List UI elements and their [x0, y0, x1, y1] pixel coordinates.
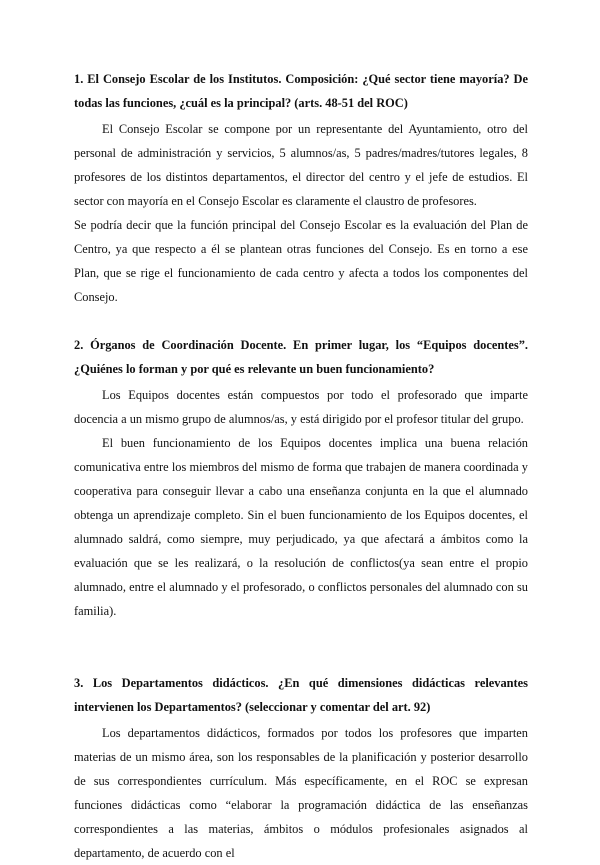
- question-heading: 1. El Consejo Escolar de los Institutos. Composición: ¿Qué sector tiene mayoría? De todas las funciones, ¿cuál es la principal? (arts. 48-51 del ROC): [74, 72, 528, 110]
- section-equipos-docentes: [74, 333, 528, 623]
- paragraph: Se podría decir que la función principal del Consejo Escolar es la evaluación del Plan de Centro, ya que respecto a él se plantean otras funciones del Consejo. Es en torno a ese Plan, que se rige el funcionamiento de cada centro y afecta a todos los componentes del Consejo.: [74, 218, 528, 304]
- section-consejo-escolar: [74, 67, 528, 309]
- section-departamentos-didacticos: [74, 671, 528, 865]
- paragraph: El Consejo Escolar se compone por un representante del Ayuntamiento, otro del personal de administración y servicios, 5 alumnos/as, 5 padres/madres/tutores legales, 8 profesores de los distintos departamentos, el director del centro y el jefe de estudios. El sector con mayoría en el Consejo Escolar es claramente el claustro de profesores.: [74, 122, 528, 208]
- question-heading: 2. Órganos de Coordinación Docente. En primer lugar, los “Equipos docentes”. ¿Quiénes lo forman y por qué es relevante un buen funcionamiento?: [74, 338, 528, 376]
- paragraph: El buen funcionamiento de los Equipos docentes implica una buena relación comunicativa entre los miembros del mismo de forma que trabajen de manera coordinada y cooperativa para conseguir llevar a cabo una enseñanza conjunta en la que el alumnado obtenga un aprendizaje completo. Sin el buen funcionamiento de los Equipos docentes, el alumnado saldrá, como siempre, muy perjudicado, ya que afectará a ámbitos como la evaluación que se les realizará, o la resolución de conflictos(ya sean entre el propio alumnado, entre el alumnado y el profesorado, o conflictos personales del alumnado con su familia).: [74, 436, 528, 618]
- question-heading: 3. Los Departamentos didácticos. ¿En qué dimensiones didácticas relevantes intervienen los Departamentos? (seleccionar y comentar del art. 92): [74, 676, 528, 714]
- paragraph: Los Equipos docentes están compuestos por todo el profesorado que imparte docencia a un mismo grupo de alumnos/as, y está dirigido por el profesor titular del grupo.: [74, 388, 528, 426]
- paragraph: Los departamentos didácticos, formados por todos los profesores que imparten materias de un mismo área, son los responsables de la planificación y posterior desarrollo de sus correspondientes currículum. Más específicamente, en el ROC se expresan funciones didácticas como “elaborar la programación didáctica de las enseñanzas correspondientes a las materias, ámbitos o módulos profesionales asignados al departamento, de acuerdo con el: [74, 726, 528, 860]
